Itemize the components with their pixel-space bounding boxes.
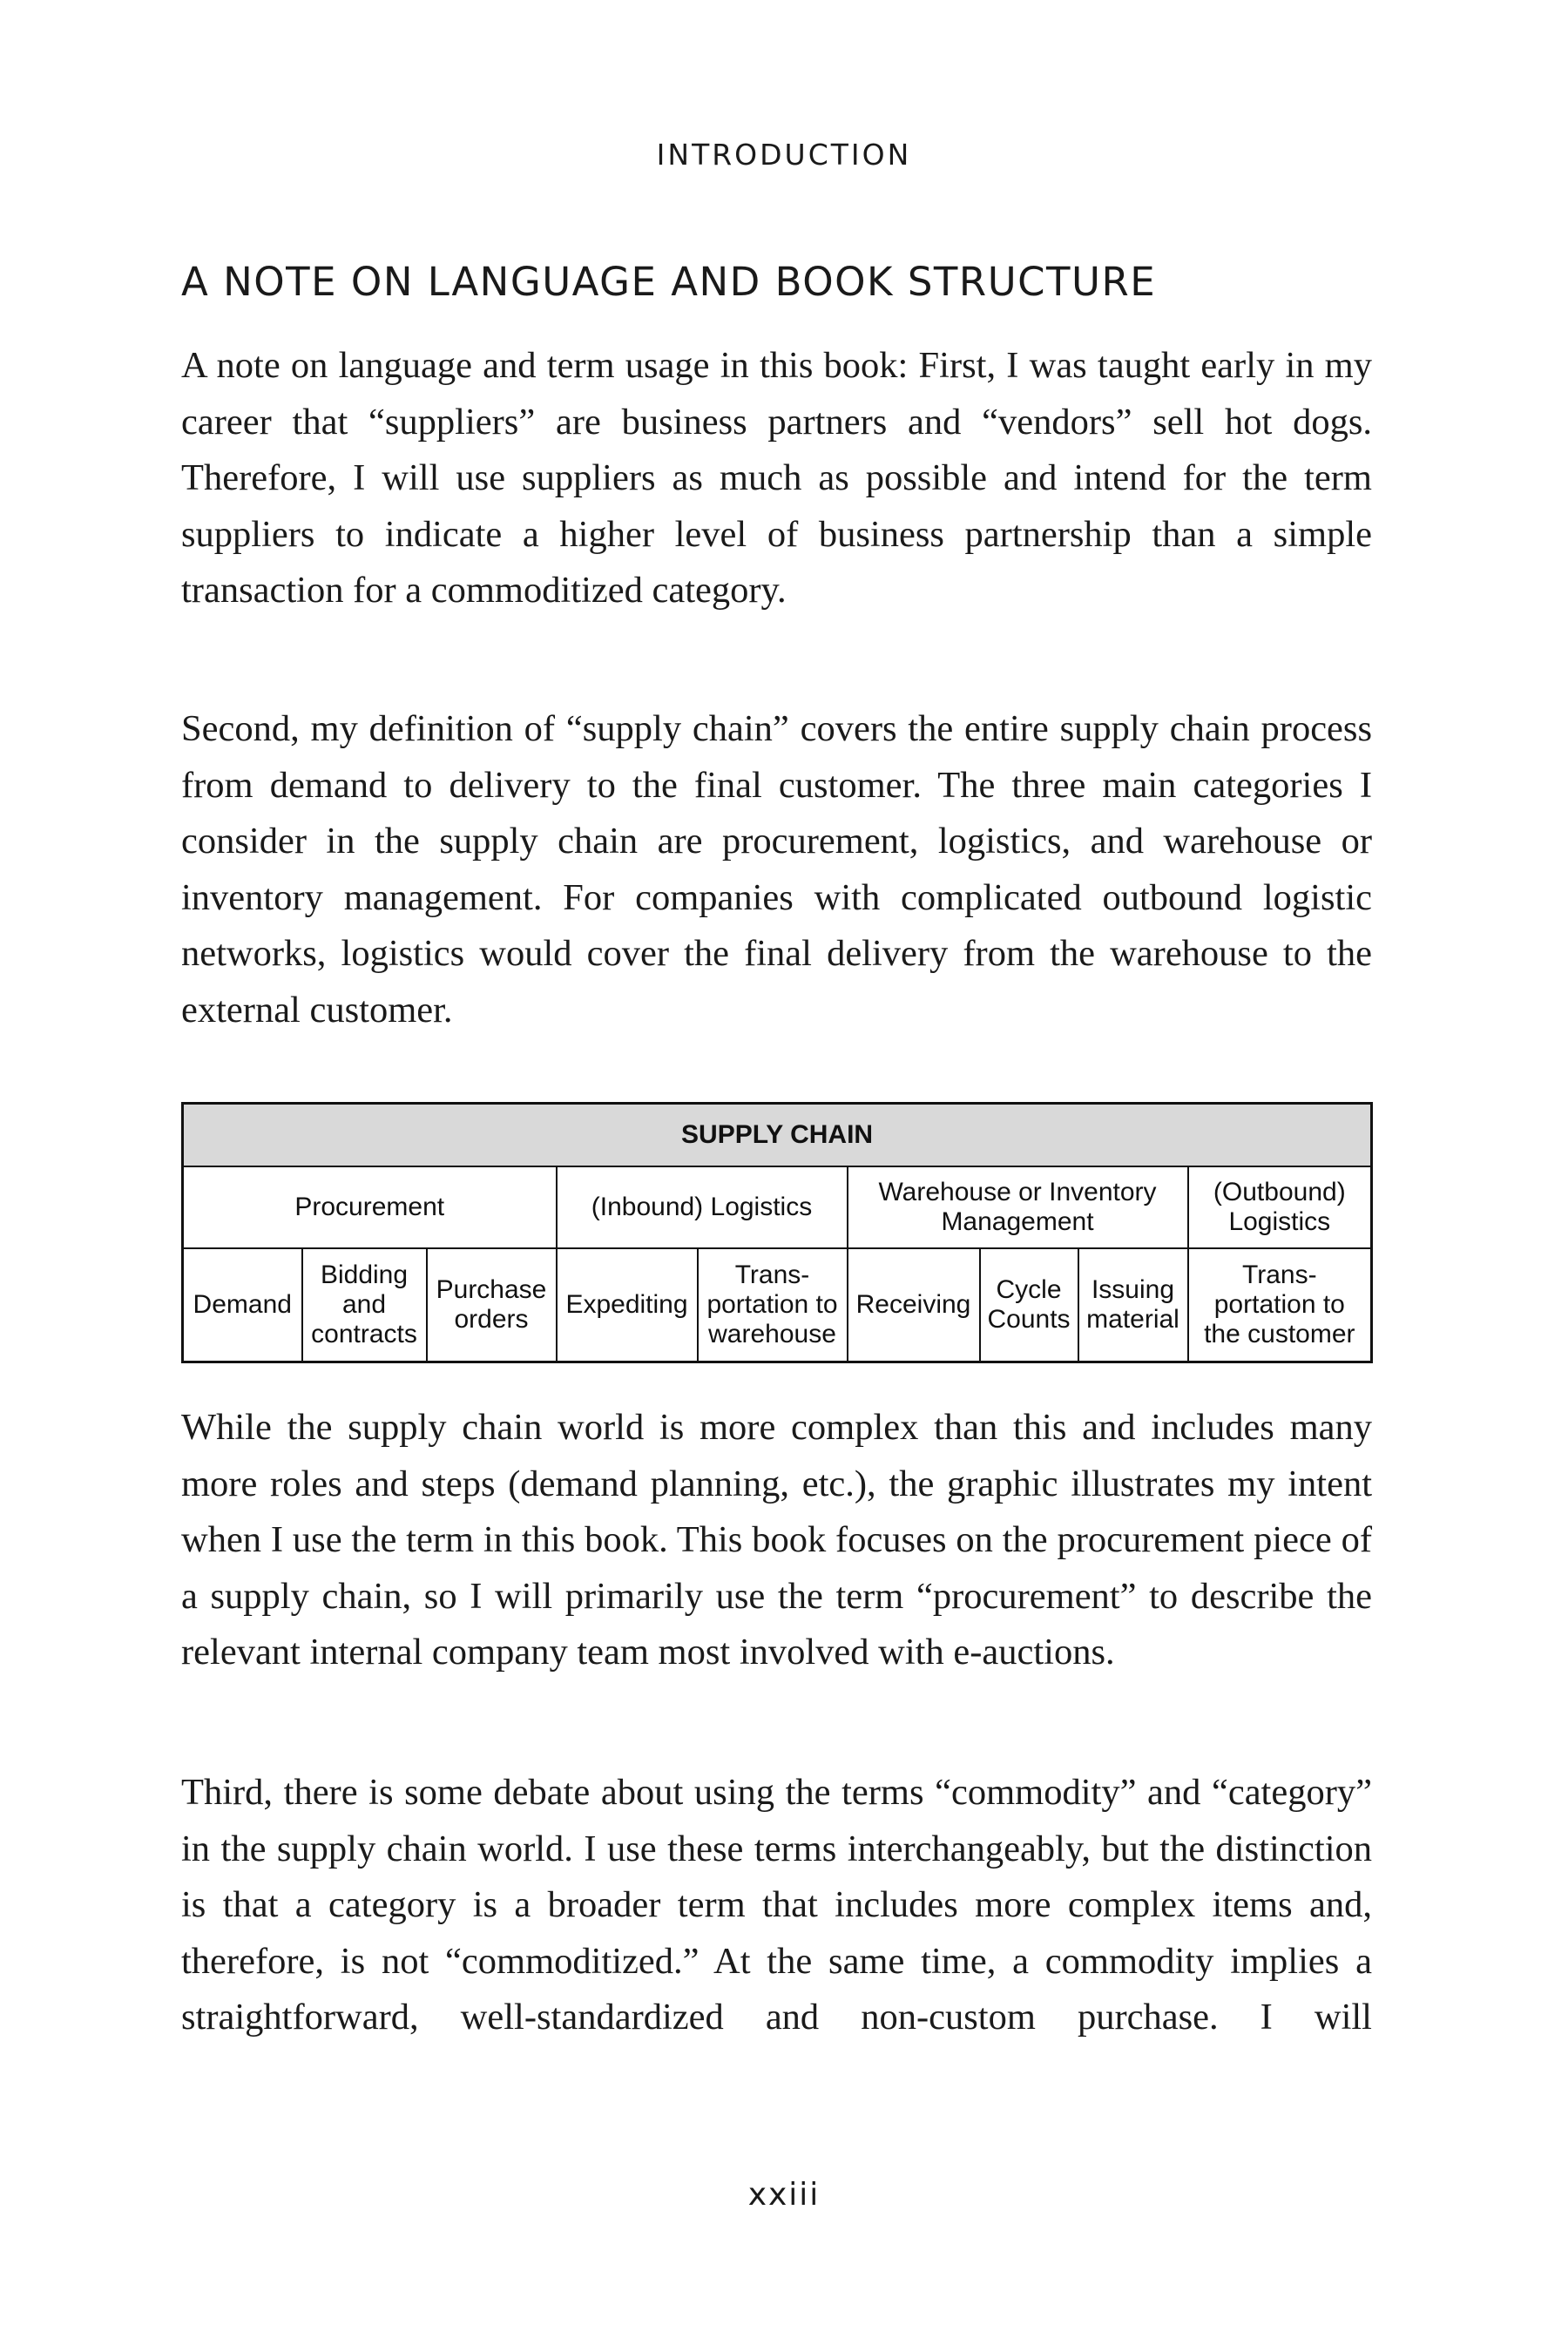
step-transportation-to-warehouse: Trans- portation to warehouse (698, 1248, 848, 1362)
step-bidding-and-contracts: Bidding and contracts (302, 1248, 427, 1362)
step-demand: Demand (183, 1248, 302, 1362)
table-title: SUPPLY CHAIN (183, 1104, 1372, 1167)
category-row (183, 1166, 1372, 1248)
step-expediting: Expediting (557, 1248, 698, 1362)
running-head: INTRODUCTION (656, 138, 912, 172)
paragraph-language-note: A note on language and term usage in this book: First, I was taught early in my career that “suppliers” are business partners and “vendors” sell hot dogs. Therefore, I will use suppliers as much as possible and intend for the term suppliers to indicate a higher level of business partnership than a simple transaction for a commoditized category. (181, 345, 1372, 611)
paragraph-supply-chain-definition: Second, my definition of “supply chain” covers the entire supply chain process from demand to delivery to the final customer. The three main categories I consider in the supply chain are procurement, logistics, and warehouse or inventory management. For companies with complicated outbound logistic networks, logistics would cover the final delivery from the warehouse to the external customer. (181, 708, 1372, 1031)
page-number: xxiii (747, 2177, 821, 2213)
category-inbound-logistics: (Inbound) Logistics (557, 1166, 848, 1248)
category-warehouse-inventory-management: Warehouse or Inventory Management (848, 1166, 1188, 1248)
step-row (183, 1248, 1372, 1362)
paragraph-graphic-intent: While the supply chain world is more complex than this and includes many more roles and steps (demand planning, etc.), the graphic illustrates my intent when I use the term in this book. This book focuses on the procurement piece of a supply chain, so I will primarily use the term “procurement” to describe the relevant internal company team most involved with e-auctions. (181, 1407, 1372, 1673)
step-purchase-orders: Purchase orders (427, 1248, 557, 1362)
step-cycle-counts: Cycle Counts (980, 1248, 1078, 1362)
step-transportation-to-customer: Trans- portation to the customer (1188, 1248, 1372, 1362)
section-title: A NOTE ON LANGUAGE AND BOOK STRUCTURE (181, 259, 1157, 305)
paragraph-commodity-category: Third, there is some debate about using the terms “commodity” and “category” in the supply chain world. I use these terms interchangeably, but the distinction is that a category is a broader term that includes more complex items and, therefore, is not “commoditized.” At the same time, a commodity implies a straightforward, well-standardized and non-custom purchase. I will (181, 1772, 1372, 2038)
category-procurement: Procurement (183, 1166, 557, 1248)
step-issuing-material: Issuing material (1078, 1248, 1188, 1362)
step-receiving: Receiving (848, 1248, 980, 1362)
category-outbound-logistics: (Outbound) Logistics (1188, 1166, 1372, 1248)
supply-chain-table (181, 1102, 1373, 1363)
